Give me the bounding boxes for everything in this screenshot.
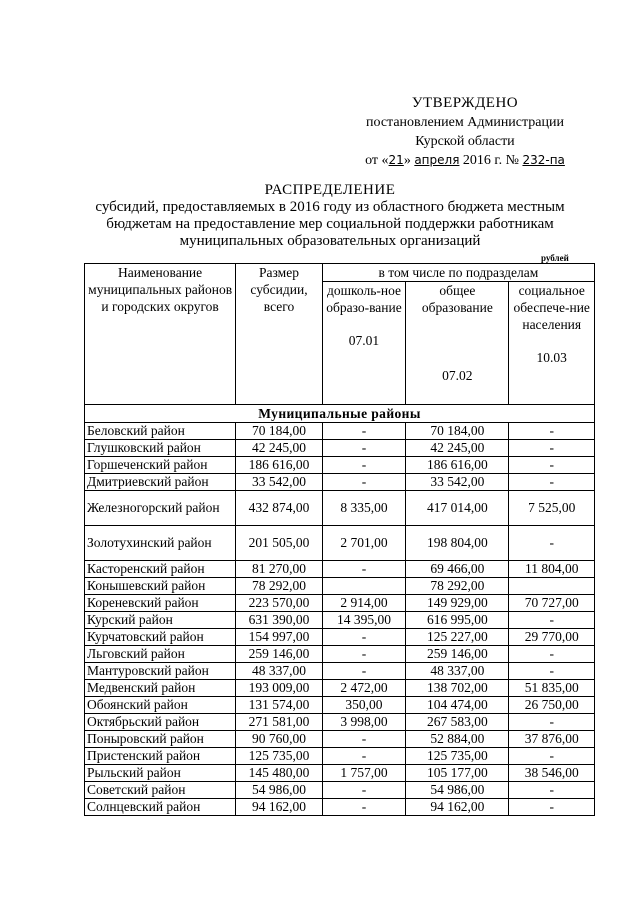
district-name: Обоянский район (85, 697, 236, 714)
document-subtitle-1: субсидий, предоставляемых в 2016 году из областного бюджета местным (95, 199, 565, 215)
social-cell: - (509, 799, 595, 816)
general-cell: 138 702,00 (406, 680, 509, 697)
preschool-cell: 2 914,00 (322, 595, 405, 612)
district-name: Беловский район (85, 423, 236, 440)
header-name: Наименование муниципальных районов и городских округов (85, 264, 236, 405)
district-name: Советский район (85, 782, 236, 799)
general-cell: 125 227,00 (406, 629, 509, 646)
table-row (85, 440, 595, 457)
preschool-cell: - (322, 474, 405, 491)
social-cell: 38 546,00 (509, 765, 595, 782)
total-cell: 154 997,00 (236, 629, 323, 646)
district-name: Конышевский район (85, 578, 236, 595)
preschool-cell: 2 472,00 (322, 680, 405, 697)
social-cell: - (509, 526, 595, 561)
preschool-cell: 8 335,00 (322, 491, 405, 526)
general-cell: 42 245,00 (406, 440, 509, 457)
approval-number: 232-па (522, 153, 565, 167)
header-social-code: 10.03 (536, 350, 567, 365)
social-cell: - (509, 663, 595, 680)
district-name: Дмитриевский район (85, 474, 236, 491)
preschool-cell: - (322, 629, 405, 646)
total-cell: 186 616,00 (236, 457, 323, 474)
table-row (85, 731, 595, 748)
social-cell: - (509, 457, 595, 474)
preschool-cell (322, 578, 405, 595)
table-row (85, 714, 595, 731)
district-name: Курчатовский район (85, 629, 236, 646)
social-cell: - (509, 748, 595, 765)
district-name: Медвенский район (85, 680, 236, 697)
general-cell: 267 583,00 (406, 714, 509, 731)
social-cell: - (509, 440, 595, 457)
general-cell: 54 986,00 (406, 782, 509, 799)
preschool-cell: 350,00 (322, 697, 405, 714)
date-mid: » (403, 153, 411, 168)
approval-line-2: Курской области (415, 134, 515, 149)
total-cell: 90 760,00 (236, 731, 323, 748)
district-name: Кореневский район (85, 595, 236, 612)
total-cell: 54 986,00 (236, 782, 323, 799)
preschool-cell: - (322, 731, 405, 748)
social-cell: 51 835,00 (509, 680, 595, 697)
table-row (85, 423, 595, 440)
subsidy-table (84, 263, 595, 816)
total-cell: 78 292,00 (236, 578, 323, 595)
document-subtitle-2: бюджетам на предоставление мер социальной поддержки работникам (106, 216, 554, 232)
general-cell: 186 616,00 (406, 457, 509, 474)
approval-day: 21 (388, 153, 404, 167)
preschool-cell: - (322, 561, 405, 578)
header-preschool-code: 07.01 (348, 333, 380, 348)
general-cell: 259 146,00 (406, 646, 509, 663)
approval-date-line (330, 151, 600, 170)
header-group: в том числе по подразделам (322, 264, 594, 282)
district-name: Мантуровский район (85, 663, 236, 680)
table-row (85, 799, 595, 816)
header-preschool-label: дошколь-ное образо-вание (326, 283, 402, 315)
district-name: Рыльский район (85, 765, 236, 782)
total-cell: 223 570,00 (236, 595, 323, 612)
general-cell: 94 162,00 (406, 799, 509, 816)
approval-title: УТВЕРЖДЕНО (411, 95, 519, 111)
total-cell: 259 146,00 (236, 646, 323, 663)
social-cell: - (509, 423, 595, 440)
table-row (85, 612, 595, 629)
total-cell: 125 735,00 (236, 748, 323, 765)
general-cell: 417 014,00 (406, 491, 509, 526)
total-cell: 193 009,00 (236, 680, 323, 697)
header-social-label: социальное обеспече-ние населения (513, 283, 590, 332)
table-row (85, 663, 595, 680)
table-row (85, 765, 595, 782)
district-name: Октябрьский район (85, 714, 236, 731)
general-cell: 125 735,00 (406, 748, 509, 765)
header-total: Размер субсидии, всего (236, 264, 323, 405)
date-prefix: от « (365, 153, 389, 168)
table-row (85, 474, 595, 491)
total-cell: 81 270,00 (236, 561, 323, 578)
district-name: Поныровский район (85, 731, 236, 748)
general-cell: 198 804,00 (406, 526, 509, 561)
district-name: Горшеченский район (85, 457, 236, 474)
total-cell: 131 574,00 (236, 697, 323, 714)
table-row (85, 748, 595, 765)
document-title: РАСПРЕДЕЛЕНИЕ (264, 182, 396, 198)
preschool-cell: - (322, 457, 405, 474)
table-row (85, 646, 595, 663)
social-cell (509, 578, 595, 595)
social-cell: - (509, 646, 595, 663)
table-row (85, 629, 595, 646)
total-cell: 33 542,00 (236, 474, 323, 491)
preschool-cell: - (322, 646, 405, 663)
general-cell: 616 995,00 (406, 612, 509, 629)
social-cell: - (509, 612, 595, 629)
district-name: Льговский район (85, 646, 236, 663)
preschool-cell: - (322, 799, 405, 816)
district-name: Золотухинский район (85, 526, 236, 561)
general-cell: 33 542,00 (406, 474, 509, 491)
preschool-cell: - (322, 423, 405, 440)
preschool-cell: - (322, 440, 405, 457)
general-cell: 48 337,00 (406, 663, 509, 680)
preschool-cell: - (322, 782, 405, 799)
general-cell: 105 177,00 (406, 765, 509, 782)
document-header (70, 182, 590, 250)
preschool-cell: 1 757,00 (322, 765, 405, 782)
document-subtitle-3: муниципальных образовательных организаций (179, 233, 481, 249)
table-row (85, 457, 595, 474)
district-name: Железногорский район (85, 491, 236, 526)
preschool-cell: - (322, 663, 405, 680)
table-row (85, 578, 595, 595)
general-cell: 104 474,00 (406, 697, 509, 714)
social-cell: 11 804,00 (509, 561, 595, 578)
social-cell: 7 525,00 (509, 491, 595, 526)
total-cell: 201 505,00 (236, 526, 323, 561)
total-cell: 94 162,00 (236, 799, 323, 816)
general-cell: 70 184,00 (406, 423, 509, 440)
header-preschool (322, 282, 405, 405)
total-cell: 432 874,00 (236, 491, 323, 526)
total-cell: 48 337,00 (236, 663, 323, 680)
social-cell: - (509, 782, 595, 799)
general-cell: 52 884,00 (406, 731, 509, 748)
table-row (85, 595, 595, 612)
preschool-cell: - (322, 748, 405, 765)
approval-year: 2016 г. № (462, 153, 519, 168)
units-label: рублей (541, 253, 569, 263)
total-cell: 271 581,00 (236, 714, 323, 731)
social-cell: 37 876,00 (509, 731, 595, 748)
district-name: Касторенский район (85, 561, 236, 578)
header-general-code: 07.02 (442, 368, 473, 383)
general-cell: 69 466,00 (406, 561, 509, 578)
table-row (85, 561, 595, 578)
approval-stamp (330, 94, 600, 170)
approval-month: апреля (414, 153, 460, 167)
social-cell: - (509, 474, 595, 491)
social-cell: 70 727,00 (509, 595, 595, 612)
preschool-cell: 14 395,00 (322, 612, 405, 629)
total-cell: 145 480,00 (236, 765, 323, 782)
social-cell: 26 750,00 (509, 697, 595, 714)
general-cell: 78 292,00 (406, 578, 509, 595)
social-cell: 29 770,00 (509, 629, 595, 646)
social-cell: - (509, 714, 595, 731)
section-municipal-districts: Муниципальные районы (85, 405, 595, 423)
table-row (85, 680, 595, 697)
preschool-cell: 2 701,00 (322, 526, 405, 561)
district-name: Курский район (85, 612, 236, 629)
total-cell: 70 184,00 (236, 423, 323, 440)
table-row (85, 526, 595, 561)
district-name: Пристенский район (85, 748, 236, 765)
total-cell: 42 245,00 (236, 440, 323, 457)
general-cell: 149 929,00 (406, 595, 509, 612)
table-row (85, 491, 595, 526)
district-name: Глушковский район (85, 440, 236, 457)
header-general (406, 282, 509, 405)
header-social (509, 282, 595, 405)
preschool-cell: 3 998,00 (322, 714, 405, 731)
approval-line-1: постановлением Администрации (366, 115, 564, 130)
table-row (85, 697, 595, 714)
total-cell: 631 390,00 (236, 612, 323, 629)
district-name: Солнцевский район (85, 799, 236, 816)
header-general-label: общее образование (421, 283, 493, 315)
table-row (85, 782, 595, 799)
